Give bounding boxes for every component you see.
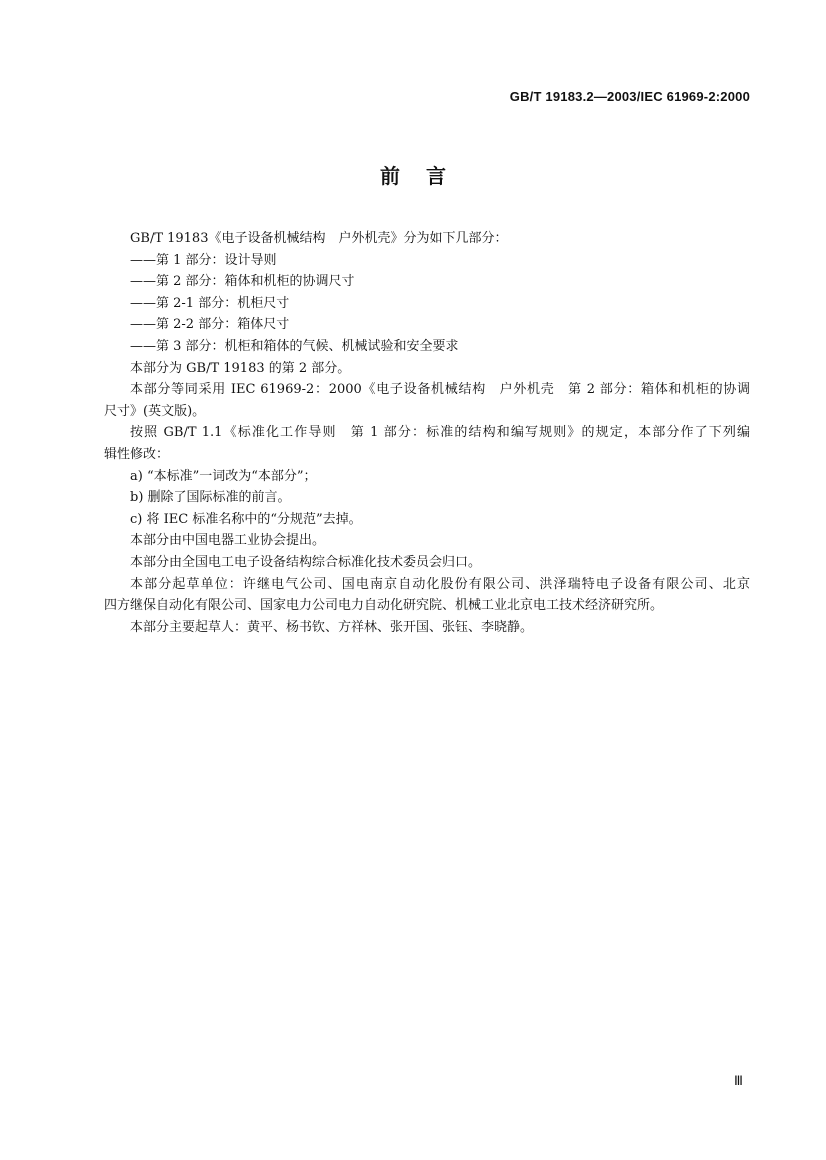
standard-code-header: GB/T 19183.2—2003/IEC 61969-2:2000 [509, 89, 750, 104]
list-item-part-2-1: ——第 2-1 部分：机柜尺寸 [130, 295, 290, 311]
list-item-part-2-2: ——第 2-2 部分：箱体尺寸 [130, 317, 290, 333]
list-item-part-3: ——第 3 部分：机柜和箱体的气候、机械试验和安全要求 [130, 338, 459, 354]
adoption-statement-line-1: 本部分等同采用 IEC 61969-2：2000《电子设备机械结构 户外机壳 第 2 部分：箱体和机柜的协调 [130, 382, 750, 398]
part-statement: 本部分为 GB/T 19183 的第 2 部分。 [130, 360, 351, 376]
drafting-units-line-2: 四方继保自动化有限公司、国家电力公司电力自动化研究院、机械工业北京电工技术经济研究所。 [104, 598, 664, 614]
intro-paragraph: GB/T 19183《电子设备机械结构 户外机壳》分为如下几部分： [130, 231, 508, 246]
edit-item-c: c) 将 IEC 标准名称中的“分规范”去掉。 [130, 511, 362, 527]
drafters-statement: 本部分主要起草人：黄平、杨书钦、方祥林、张开国、张钰、李晓静。 [130, 619, 534, 635]
list-item-part-1: ——第 1 部分：设计导则 [130, 252, 277, 268]
adoption-statement-line-2: 尺寸》(英文版)。 [104, 403, 206, 419]
preface-body [104, 228, 750, 638]
edit-item-a: a) “本标准”一词改为“本部分”； [130, 468, 317, 484]
page-title: 前言 [380, 164, 472, 188]
drafting-rules-line-2: 辑性修改： [104, 446, 170, 462]
drafting-rules-line-1: 按照 GB/T 1.1《标准化工作导则 第 1 部分：标准的结构和编写规则》的规定，本部分作了下列编 [130, 425, 750, 441]
committee-statement: 本部分由全国电工电子设备结构综合标准化技术委员会归口。 [130, 554, 482, 570]
list-item-part-2: ——第 2 部分：箱体和机柜的协调尺寸 [130, 274, 355, 290]
proposer-statement: 本部分由中国电器工业协会提出。 [130, 533, 326, 549]
page-number: Ⅲ [734, 1073, 743, 1088]
edit-item-b: b) 删除了国际标准的前言。 [130, 490, 291, 506]
drafting-units-line-1: 本部分起草单位：许继电气公司、国电南京自动化股份有限公司、洪泽瑞特电子设备有限公司、北京 [130, 576, 750, 592]
